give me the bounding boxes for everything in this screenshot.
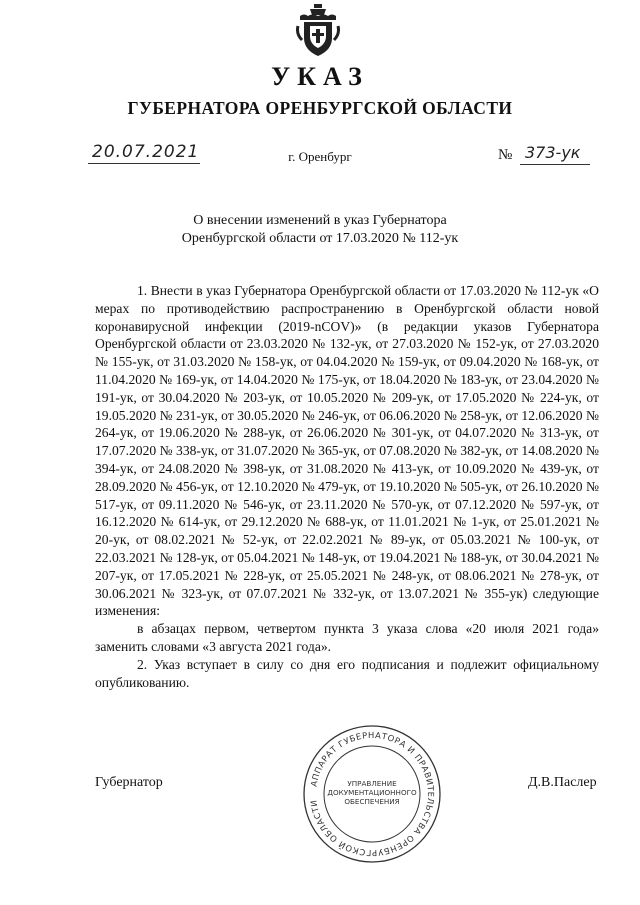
stamp-center-text xyxy=(326,779,418,806)
signatory-title: Губернатор xyxy=(95,775,163,790)
stamp-ring-text: АППАРАТ ГУБЕРНАТОРА И ПРАВИТЕЛЬСТВА ОРЕНБУРГСКОЙ ОБЛАСТИ xyxy=(308,729,437,859)
document-body xyxy=(95,282,599,691)
document-number: 373-ук xyxy=(525,143,581,162)
subject-line-1: О внесении изменений в указ Губернатора xyxy=(193,213,447,228)
document-type: УКАЗ xyxy=(271,62,369,91)
paragraph-3: 2. Указ вступает в силу со дня его подписания и подлежит официальному опубликованию. xyxy=(95,656,599,690)
number-underline xyxy=(520,164,590,165)
subject-line-2: Оренбургской области от 17.03.2020 № 112-ук xyxy=(181,231,459,246)
document-city: г. Оренбург xyxy=(288,149,352,164)
number-sign: № xyxy=(498,147,513,163)
paragraph-1: 1. Внести в указ Губернатора Оренбургской области от 17.03.2020 № 112-ук «О мерах по противодействию распространению в Оренбургской области новой коронавирусной инфекции (2019-nCOV)» (в редакции указов Губернатора Оренбургской области от 23.03.2020 № 132-ук, от 27.03.2020 № 152-ук, от 27.03.2020 № 155-ук, от 31.03.2020 № 158-ук, от 04.04.2020 № 159-ук, от 09.04.2020 № 168-ук, от 11.04.2020 № 169-ук, от 14.04.2020 № 175-ук, от 18.04.2020 № 183-ук, от 23.04.2020 № 191-ук, от 30.04.2020 № 203-ук, от 10.05.2020 № 209-ук, от 17.05.2020 № 224-ук, от 19.05.2020 № 231-ук, от 30.05.2020 № 246-ук, от 06.06.2020 № 258-ук, от 12.06.2020 № 264-ук, от 19.06.2020 № 288-ук, от 26.06.2020 № 301-ук, от 04.07.2020 № 313-ук, от 17.07.2020 № 338-ук, от 31.07.2020 № 365-ук, от 07.08.2020 № 382-ук, от 14.08.2020 № 394-ук, от 24.08.2020 № 398-ук, от 31.08.2020 № 413-ук, от 10.09.2020 № 439-ук, от 28.09.2020 № 456-ук, от 12.10.2020 № 479-ук, от 19.10.2020 № 505-ук, от 26.10.2020 № 517-ук, от 09.11.2020 № 546-ук, от 23.11.2020 № 570-ук, от 07.12.2020 № 597-ук, от 16.12.2020 № 614-ук, от 29.12.2020 № 688-ук, от 11.01.2021 № 1-ук, от 25.01.2021 № 20-ук, от 08.02.2021 № 52-ук, от 22.02.2021 № 89-ук, от 05.03.2021 № 100-ук, от 22.03.2021 № 128-ук, от 05.04.2021 № 148-ук, от 19.04.2021 № 188-ук, от 30.04.2021 № 207-ук, от 17.05.2021 № 228-ук, от 25.05.2021 № 248-ук, от 08.06.2021 № 278-ук, от 30.06.2021 № 323-ук, от 07.07.2021 № 332-ук, от 13.07.2021 № 355-ук) следующие изменения: xyxy=(95,283,599,619)
stamp-line-3: ОБЕСПЕЧЕНИЯ xyxy=(344,797,400,806)
document-date: 20.07.2021 xyxy=(92,142,200,162)
paragraph-2: в абзацах первом, четвертом пункта 3 указа слова «20 июля 2021 года» заменить словами «3 августа 2021 года». xyxy=(95,621,599,654)
stamp-line-2: ДОКУМЕНТАЦИОННОГО xyxy=(327,788,417,797)
document-issuer: ГУБЕРНАТОРА ОРЕНБУРГСКОЙ ОБЛАСТИ xyxy=(127,98,513,118)
document-subject xyxy=(0,212,640,248)
stamp-line-1: УПРАВЛЕНИЕ xyxy=(347,779,397,788)
coat-of-arms-icon xyxy=(296,4,340,60)
signatory-name: Д.В.Паслер xyxy=(528,775,597,790)
